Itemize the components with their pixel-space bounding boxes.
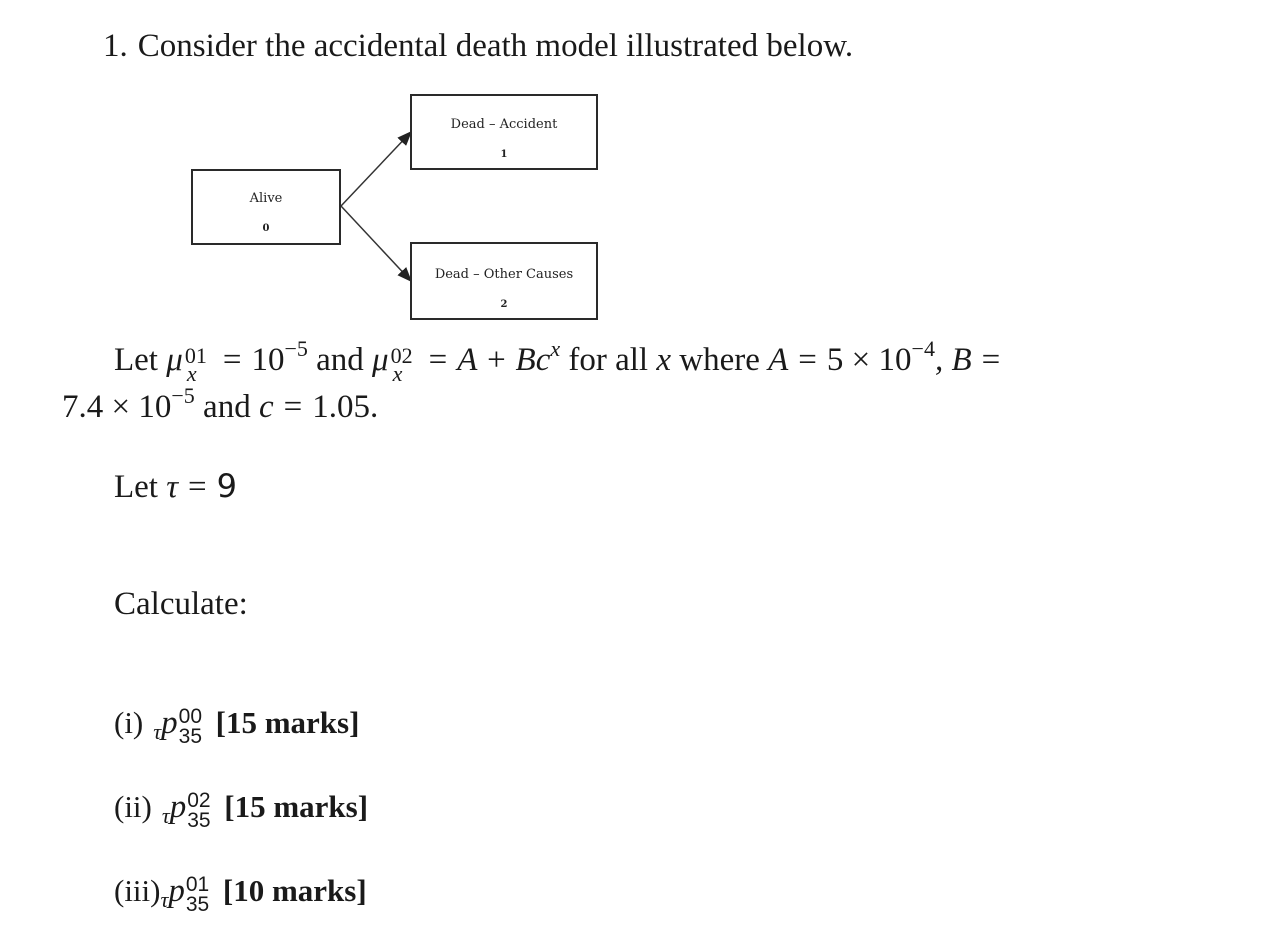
state-accident-id: 1 xyxy=(500,149,508,160)
state-dead-other xyxy=(410,242,598,320)
mu-symbol: μ xyxy=(166,342,183,378)
question-title xyxy=(103,26,853,66)
state-other-label: Dead – Other Causes xyxy=(434,267,574,282)
question-text: Consider the accidental death model illustrated below. xyxy=(137,28,854,64)
tau-definition: Let τ = 9 xyxy=(114,467,238,505)
tau-value: 9 xyxy=(216,467,238,505)
b-value: 7.4 × 10 xyxy=(62,389,172,425)
intensity-definition-line-2: $7.4 \times 10^{-5}$ and c = 1.05. xyxy=(62,383,379,425)
intensity-definition-line-1: Let μ 01 x = $10^{-5}$ and μ 02 x = $A + Bc^x$ for all x where $A = 5 \times 10^{-4}$, B = xyxy=(114,336,1001,386)
a-value: 5 × 10 xyxy=(826,342,912,378)
mu02-formula: A + Bc xyxy=(457,342,551,378)
mu01-scripts: 01 x xyxy=(184,343,207,386)
mu-symbol: μ xyxy=(372,342,389,378)
part-iii: (iii)τp 01 35 [10 marks] xyxy=(114,873,367,916)
marks-label: [10 marks] xyxy=(222,873,367,908)
marks-label: [15 marks] xyxy=(215,705,360,740)
part-i: (i) τp 00 35 [15 marks] xyxy=(114,705,360,748)
state-dead-accident xyxy=(410,94,598,170)
mu02-scripts: 02 x xyxy=(390,343,413,386)
mu01-value: 10 xyxy=(251,342,285,378)
part-ii: (ii) τp 02 35 [15 marks] xyxy=(114,789,369,832)
let-word: Let xyxy=(114,342,158,378)
calculate-heading: Calculate: xyxy=(114,586,248,622)
c-value: 1.05. xyxy=(312,389,379,425)
question-number: 1. xyxy=(103,28,128,64)
state-alive-label: Alive xyxy=(249,191,283,206)
tau-symbol: τ xyxy=(166,469,179,505)
state-alive xyxy=(191,169,341,245)
arrow-alive-to-other xyxy=(341,206,411,281)
multi-state-diagram xyxy=(180,85,610,330)
state-alive-id: 0 xyxy=(262,223,270,234)
state-accident-label: Dead – Accident xyxy=(450,117,558,132)
arrow-alive-to-accident xyxy=(341,132,411,206)
marks-label: [15 marks] xyxy=(224,789,369,824)
state-other-id: 2 xyxy=(500,299,508,310)
